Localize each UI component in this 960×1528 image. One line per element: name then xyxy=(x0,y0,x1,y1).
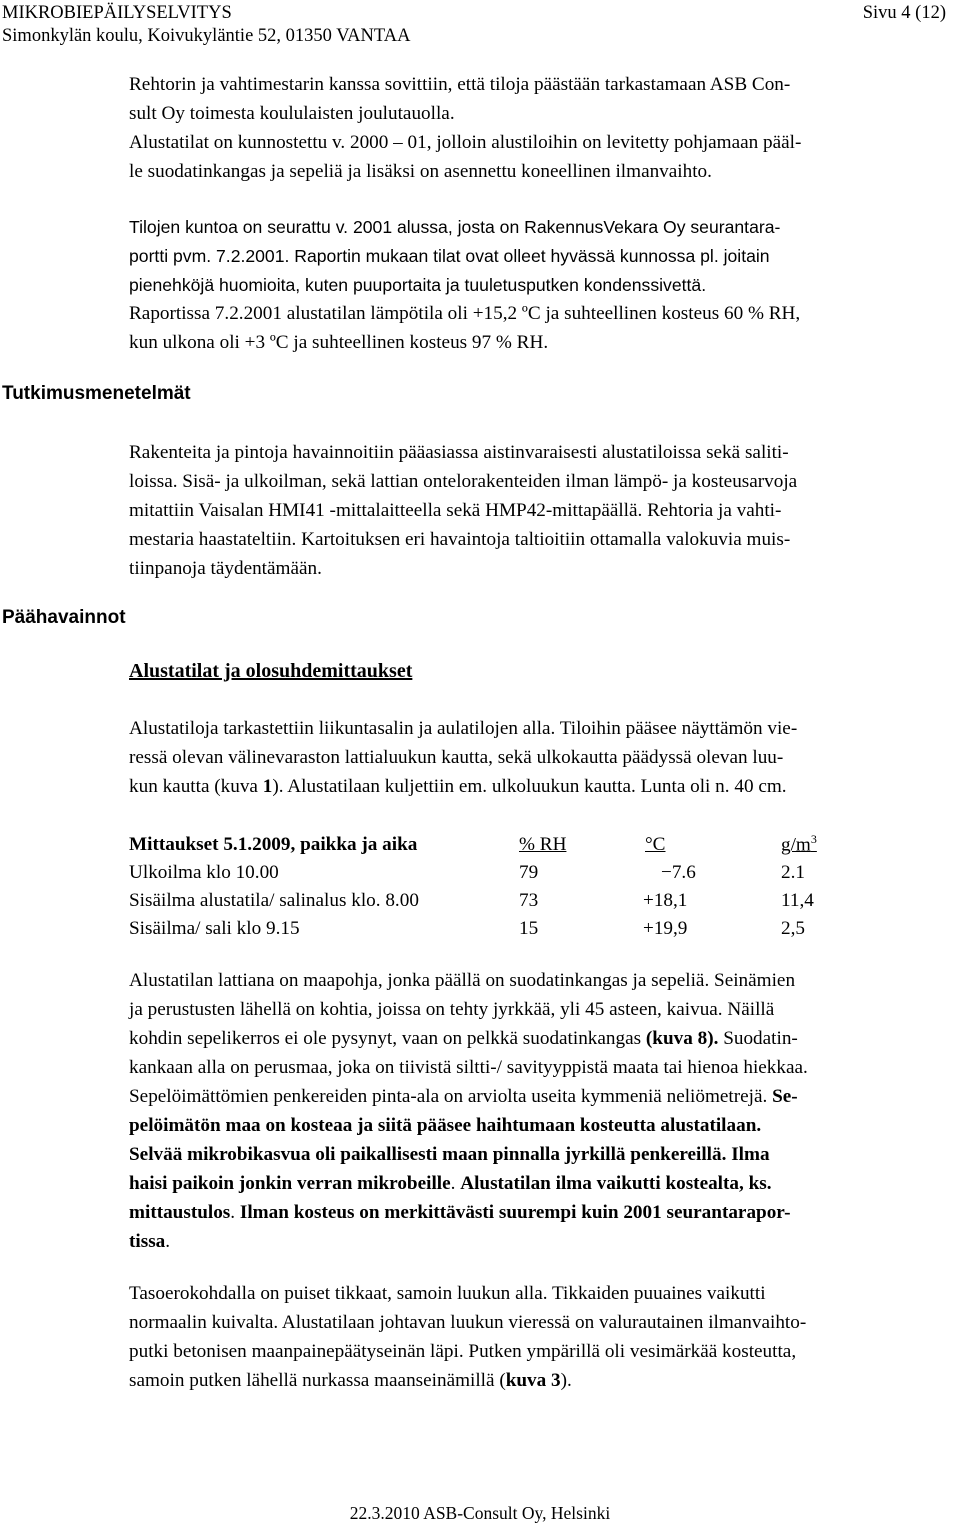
text-span: . xyxy=(450,1173,461,1194)
measurements-table xyxy=(129,828,881,940)
bold-text: Alustatilan ilma vaikutti kostealta, ks. xyxy=(460,1173,772,1194)
text-span: kun kautta (kuva xyxy=(129,776,263,797)
header-cell-rh: % RH xyxy=(519,834,567,855)
text-line: loissa. Sisä- ja ulkoilman, sekä lattian ontelorakenteiden ilman lämpö- ja kosteusarvoja xyxy=(129,471,798,492)
text-line: Rehtorin ja vahtimestarin kanssa sovittiin, että tiloja päästään tarkastamaan ASB Con- xyxy=(129,74,791,95)
document-address: Simonkylän koulu, Koivukyläntie 52, 01350 VANTAA xyxy=(2,26,411,46)
text-line: Raportissa 7.2.2001 alustatilan lämpötila oli +15,2 ºC ja suhteellinen kosteus 60 % RH, xyxy=(129,303,801,324)
text-line: sult Oy toimesta koululaisten joulutauolla. xyxy=(129,103,455,124)
methods-paragraph xyxy=(129,438,797,583)
page-number: Sivu 4 (12) xyxy=(862,3,946,23)
text-span: Suodatin- xyxy=(718,1028,798,1049)
table-cell: +18,1 xyxy=(643,890,688,911)
bold-text-line: pelöimätön maa on kosteaa ja siitä pääsee haihtumaan kosteutta alustatilaan. xyxy=(129,1115,762,1136)
figure-reference: kuva 3 xyxy=(505,1370,561,1391)
stair-paragraph xyxy=(129,1279,806,1395)
findings-side-heading: Päähavainnot xyxy=(2,607,126,628)
text-span: samoin putken lähellä nurkassa maanseinämillä ( xyxy=(129,1370,506,1391)
table-cell: 2,5 xyxy=(781,918,805,939)
table-cell: 73 xyxy=(519,890,539,911)
table-cell: 11,4 xyxy=(781,890,814,911)
unit-superscript: 3 xyxy=(810,831,817,846)
text-line xyxy=(129,1024,808,1053)
text-line: Alustatiloja tarkastettiin liikuntasalin ja aulatilojen alla. Tiloihin pääsee näyttämön vie- xyxy=(129,718,798,739)
text-line xyxy=(129,1366,806,1395)
bold-text: haisi paikoin jonkin verran mikrobeille xyxy=(129,1173,451,1194)
text-line: le suodatinkangas ja sepeliä ja lisäksi on asennettu koneellinen ilmanvaihto. xyxy=(129,161,712,182)
text-line: ressä olevan välinevaraston lattialuukun kautta, sekä ulkokautta päädyssä olevan luu- xyxy=(129,747,784,768)
table-cell: Sisäilma alustatila/ salinalus klo. 8.00 xyxy=(129,890,419,911)
text-line: Alustatilan lattiana on maapohja, jonka päällä on suodatinkangas ja sepeliä. Seinämien xyxy=(129,970,796,991)
table-cell: 15 xyxy=(519,918,539,939)
text-line: putki betonisen maanpainepäätyseinän läpi. Putken ympärillä oli vesimärkää kosteutta, xyxy=(129,1341,797,1362)
bold-text-line: Selvää mikrobikasvua oli paikallisesti maan pinnalla jyrkillä penkereillä. Ilma xyxy=(129,1144,770,1165)
text-line: kankaan alla on perusmaa, joka on tiivistä siltti-/ savityyppistä maata tai hienoa hiekkaa. xyxy=(129,1057,808,1078)
table-header-row xyxy=(129,828,881,856)
table-cell: Ulkoilma klo 10.00 xyxy=(129,862,279,883)
report-paragraph xyxy=(129,299,800,357)
header-cell-temperature: °C xyxy=(645,834,666,855)
text-line xyxy=(129,1227,808,1256)
text-line: mitattiin Vaisalan HMI41 -mittalaitteella sekä HMP42-mittapäällä. Rehtoria ja vahti- xyxy=(129,500,782,521)
table-row xyxy=(129,856,881,884)
text-line: portti pvm. 7.2.2001. Raportin mukaan tilat ovat olleet hyvässä kunnossa pl. joitain xyxy=(129,246,770,266)
unit-text: g/m xyxy=(781,834,811,855)
document-title: MIKROBIEPÄILYSELVITYS xyxy=(2,3,232,23)
table-row xyxy=(129,912,881,940)
text-span: . xyxy=(165,1231,171,1252)
table-cell: 79 xyxy=(519,862,539,883)
text-line: pienehköjä huomioita, kuten puuportaita ja tuuletusputken kondenssivettä. xyxy=(129,275,707,295)
findings-paragraph xyxy=(129,966,808,1256)
table-cell: −7.6 xyxy=(661,862,696,883)
text-line: mestaria haastateltiin. Kartoituksen eri havaintoja taltioitiin ottamalla valokuvia muis- xyxy=(129,529,791,550)
section-heading: Alustatilat ja olosuhdemittaukset xyxy=(129,660,413,682)
bold-text: tissa xyxy=(129,1231,166,1252)
text-span: Sepelöimättömien penkereiden pinta-ala on arviolta useita kymmeniä neliömetrejä. xyxy=(129,1086,773,1107)
text-span: ). xyxy=(560,1370,572,1391)
text-span: . xyxy=(230,1202,240,1223)
figure-reference: (kuva 8). xyxy=(645,1028,719,1049)
text-line: tiinpanoja täydentämään. xyxy=(129,558,322,579)
text-line: kun ulkona oli +3 ºC ja suhteellinen kosteus 97 % RH. xyxy=(129,332,549,353)
header-cell-location: Mittaukset 5.1.2009, paikka ja aika xyxy=(129,834,418,855)
text-line: normaalin kuivalta. Alustatilaan johtavan luukun vieressä on valurautainen ilmanvaihto- xyxy=(129,1312,807,1333)
bold-text: mittaustulos xyxy=(129,1202,231,1223)
text-line xyxy=(129,1198,808,1227)
bold-text: Se- xyxy=(772,1086,798,1107)
table-row xyxy=(129,884,881,912)
section-intro-paragraph xyxy=(129,714,797,801)
text-line: Rakenteita ja pintoja havainnoitiin pääasiassa aistinvaraisesti alustatiloissa sekä saliti- xyxy=(129,442,789,463)
methods-side-heading: Tutkimusmenetelmät xyxy=(2,383,191,404)
table-cell: Sisäilma/ sali klo 9.15 xyxy=(129,918,300,939)
text-line: ja perustusten lähellä on kohtia, joissa on tehty jyrkkää, yli 45 asteen, kaivua. Näillä xyxy=(129,999,775,1020)
intro-paragraph xyxy=(129,70,801,186)
header-cell-absolute-humidity xyxy=(781,828,881,856)
table-cell: 2.1 xyxy=(781,862,805,883)
text-line xyxy=(129,1169,808,1198)
text-line: Alustatilat on kunnostettu v. 2000 – 01, jolloin alustiloihin on levitetty pohjamaan pääl- xyxy=(129,132,802,153)
text-line xyxy=(129,1082,808,1111)
text-line: Tilojen kuntoa on seurattu v. 2001 alussa, josta on RakennusVekara Oy seurantara- xyxy=(129,217,781,237)
text-span: kohdin sepelikerros ei ole pysynyt, vaan on pelkkä suodatinkangas xyxy=(129,1028,646,1049)
text-line xyxy=(129,772,797,801)
survey-paragraph xyxy=(129,213,780,300)
figure-reference: 1 xyxy=(262,776,273,797)
text-span: ). Alustatilaan kuljettiin em. ulkoluukun kautta. Lunta oli n. 40 cm. xyxy=(272,776,787,797)
page-footer: 22.3.2010 ASB-Consult Oy, Helsinki xyxy=(349,1503,611,1523)
table-cell: +19,9 xyxy=(643,918,688,939)
bold-text: Ilman kosteus on merkittävästi suurempi kuin 2001 seurantarapor- xyxy=(239,1202,791,1223)
text-line: Tasoerokohdalla on puiset tikkaat, samoin luukun alla. Tikkaiden puuaines vaikutti xyxy=(129,1283,766,1304)
